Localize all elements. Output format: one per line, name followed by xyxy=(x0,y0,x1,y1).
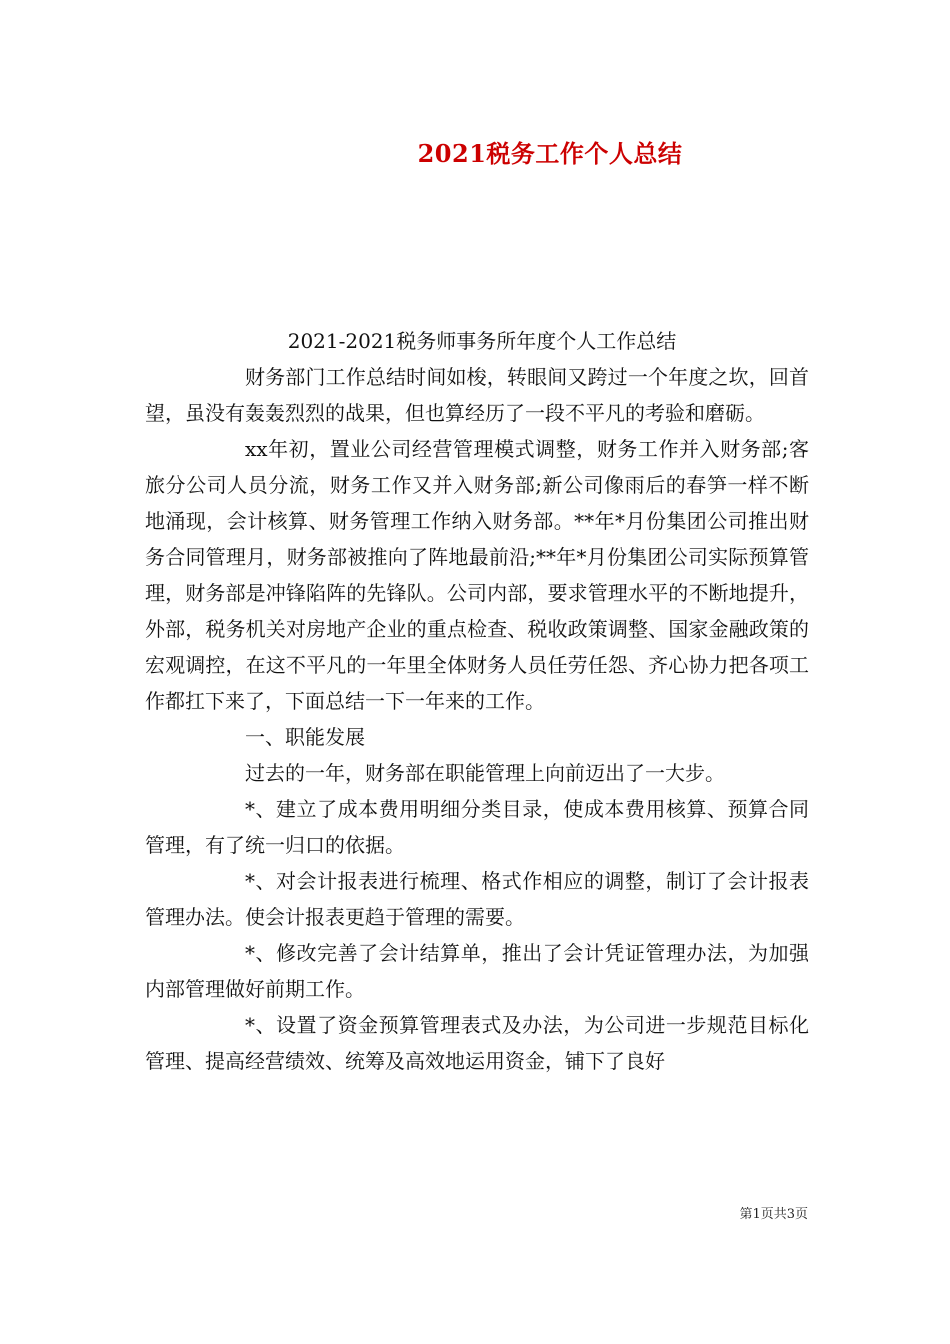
list-item-settlement-vouchers: *、修改完善了会计结算单，推出了会计凭证管理办法，为加强内部管理做好前期工作。 xyxy=(145,941,809,1001)
page-footer: 第1页共3页 xyxy=(739,1207,808,1222)
paragraph-functions-summary: 过去的一年，财务部在职能管理上向前迈出了一大步。 xyxy=(245,761,725,785)
list-item-accounting-reports: *、对会计报表进行梳理、格式作相应的调整，制订了会计报表管理办法。使会计报表更趋于管理的需要。 xyxy=(145,869,809,929)
paragraph-intro: 财务部门工作总结时间如梭，转眼间又跨过一个年度之坎，回首望，虽没有轰轰烈烈的战果，但也算经历了一段不平凡的考验和磨砺。 xyxy=(145,365,809,425)
list-item-fund-budget: *、设置了资金预算管理表式及办法，为公司进一步规范目标化管理、提高经营绩效、统筹及高效地运用资金，铺下了良好 xyxy=(145,1013,809,1073)
document-subtitle: 2021-2021税务师事务所年度个人工作总结 xyxy=(287,329,677,353)
page-title: 2021税务工作个人总结 xyxy=(417,139,683,168)
document-body xyxy=(145,323,809,1079)
section-heading-functions: 一、职能发展 xyxy=(245,725,365,749)
paragraph-background: xx年初，置业公司经营管理模式调整，财务工作并入财务部;客旅分公司人员分流，财务工作又并入财务部;新公司像雨后的春笋一样不断地涌现，会计核算、财务管理工作纳入财务部。**年*月份集团公司推出财务合同管理月，财务部被推向了阵地最前沿;**年*月份集团公司实际预算管理，财务部是冲锋陷阵的先锋队。公司内部，要求管理水平的不断地提升，外部，税务机关对房地产企业的重点检查、税收政策调整、国家金融政策的宏观调控，在这不平凡的一年里全体财务人员任劳任怨、齐心协力把各项工作都扛下来了，下面总结一下一年来的工作。 xyxy=(145,437,809,713)
list-item-cost-catalog: *、建立了成本费用明细分类目录，使成本费用核算、预算合同管理，有了统一归口的依据。 xyxy=(145,797,809,857)
